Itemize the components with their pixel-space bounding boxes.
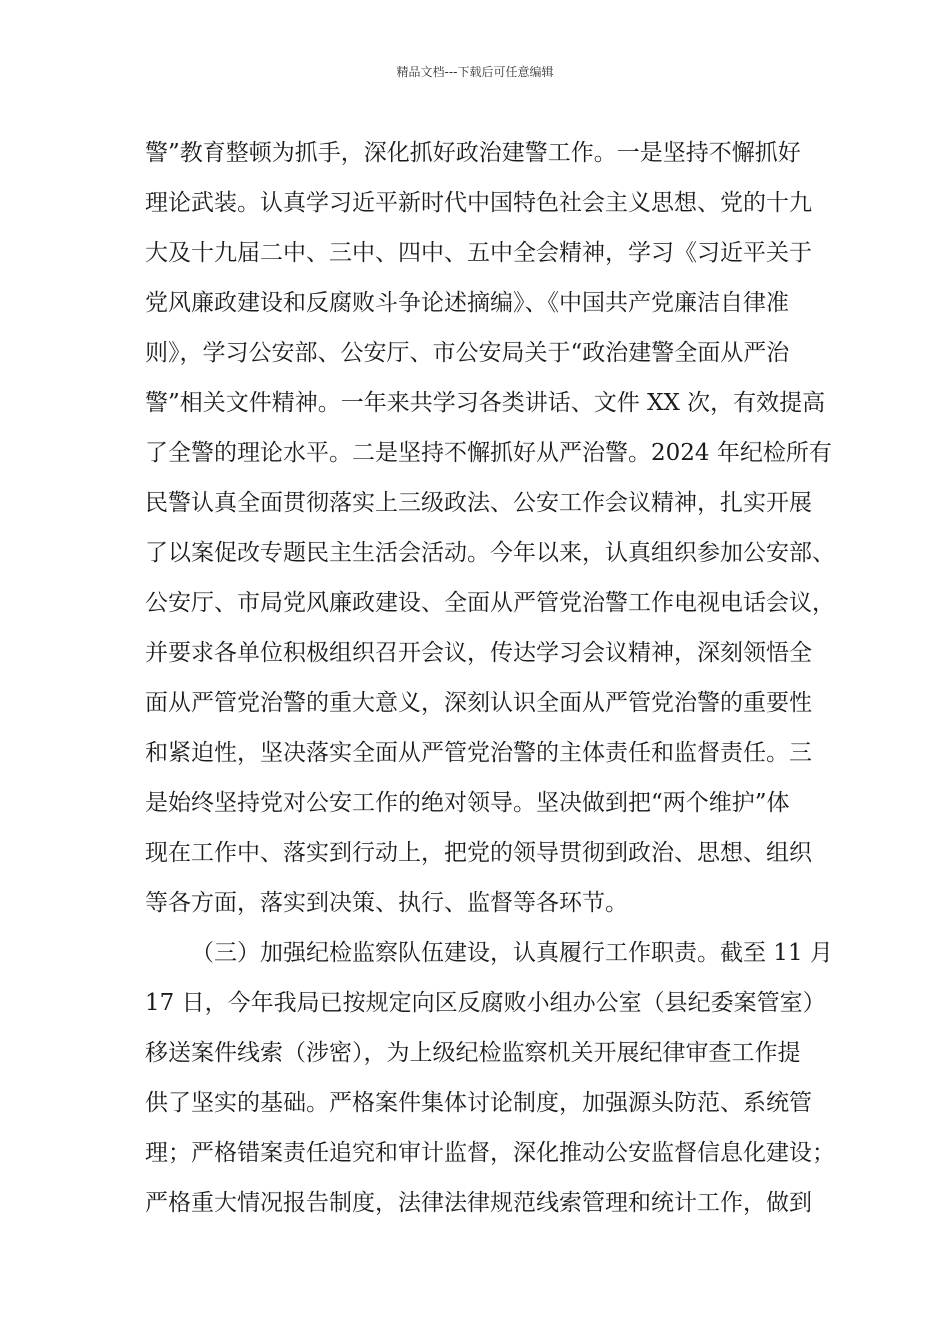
text-line: 党风廉政建设和反腐败斗争论述摘编》、《中国共产党廉洁自律准 xyxy=(145,290,789,316)
page-header: 精品文档---下载后可任意编辑 xyxy=(396,65,554,79)
text-line: 了以案促改专题民主生活会活动。今年以来，认真组织参加公安部、 xyxy=(145,540,835,566)
text-line: 理论武装。认真学习近平新时代中国特色社会主义思想、党的十九 xyxy=(145,190,812,216)
text-line: 等各方面，落实到决策、执行、监督等各环节。 xyxy=(145,890,628,916)
text-line: 现在工作中、落实到行动上，把党的领导贯彻到政治、思想、组织 xyxy=(145,840,812,866)
text-line: 大及十九届二中、三中、四中、五中全会精神，学习《习近平关于 xyxy=(145,240,812,266)
text-line: 并要求各单位积极组织召开会议，传达学习会议精神，深刻领悟全 xyxy=(145,640,812,666)
text-line: 17 日，今年我局已按规定向区反腐败小组办公室（县纪委案管室） xyxy=(145,990,826,1016)
text-line: 和紧迫性，坚决落实全面从严管党治警的主体责任和监督责任。三 xyxy=(145,740,812,766)
text-line: 严格重大情况报告制度，法律法律规范线索管理和统计工作，做到 xyxy=(145,1190,812,1216)
text-line: （三）加强纪检监察队伍建设，认真履行工作职责。截至 11 月 xyxy=(191,940,833,966)
text-line: 警”相关文件精神。一年来共学习各类讲话、文件 XX 次，有效提高 xyxy=(145,390,826,416)
text-line: 民警认真全面贯彻落实上三级政法、公安工作会议精神，扎实开展 xyxy=(145,490,812,516)
text-line: 供了坚实的基础。严格案件集体讨论制度，加强源头防范、系统管 xyxy=(145,1090,812,1116)
paragraph-1 xyxy=(145,128,835,928)
text-line: 则》，学习公安部、公安厅、市公安局关于“政治建警全面从严治 xyxy=(145,340,790,366)
text-line: 面从严管党治警的重大意义，深刻认识全面从严管党治警的重要性 xyxy=(145,690,812,716)
text-line: 了全警的理论水平。二是坚持不懈抓好从严治警。2024 年纪检所有 xyxy=(145,440,832,466)
text-line: 移送案件线索（涉密），为上级纪检监察机关开展纪律审查工作提 xyxy=(145,1040,801,1066)
text-line: 公安厅、市局党风廉政建设、全面从严管党治警工作电视电话会议， xyxy=(145,590,835,616)
document-body xyxy=(145,128,835,1228)
text-line: 理；严格错案责任追究和审计监督，深化推动公安监督信息化建设； xyxy=(145,1140,835,1166)
paragraph-2 xyxy=(145,928,835,1228)
text-line: 是始终坚持党对公安工作的绝对领导。坚决做到把“两个维护”体 xyxy=(145,790,790,816)
text-line: 警”教育整顿为抓手，深化抓好政治建警工作。一是坚持不懈抓好 xyxy=(145,140,801,166)
